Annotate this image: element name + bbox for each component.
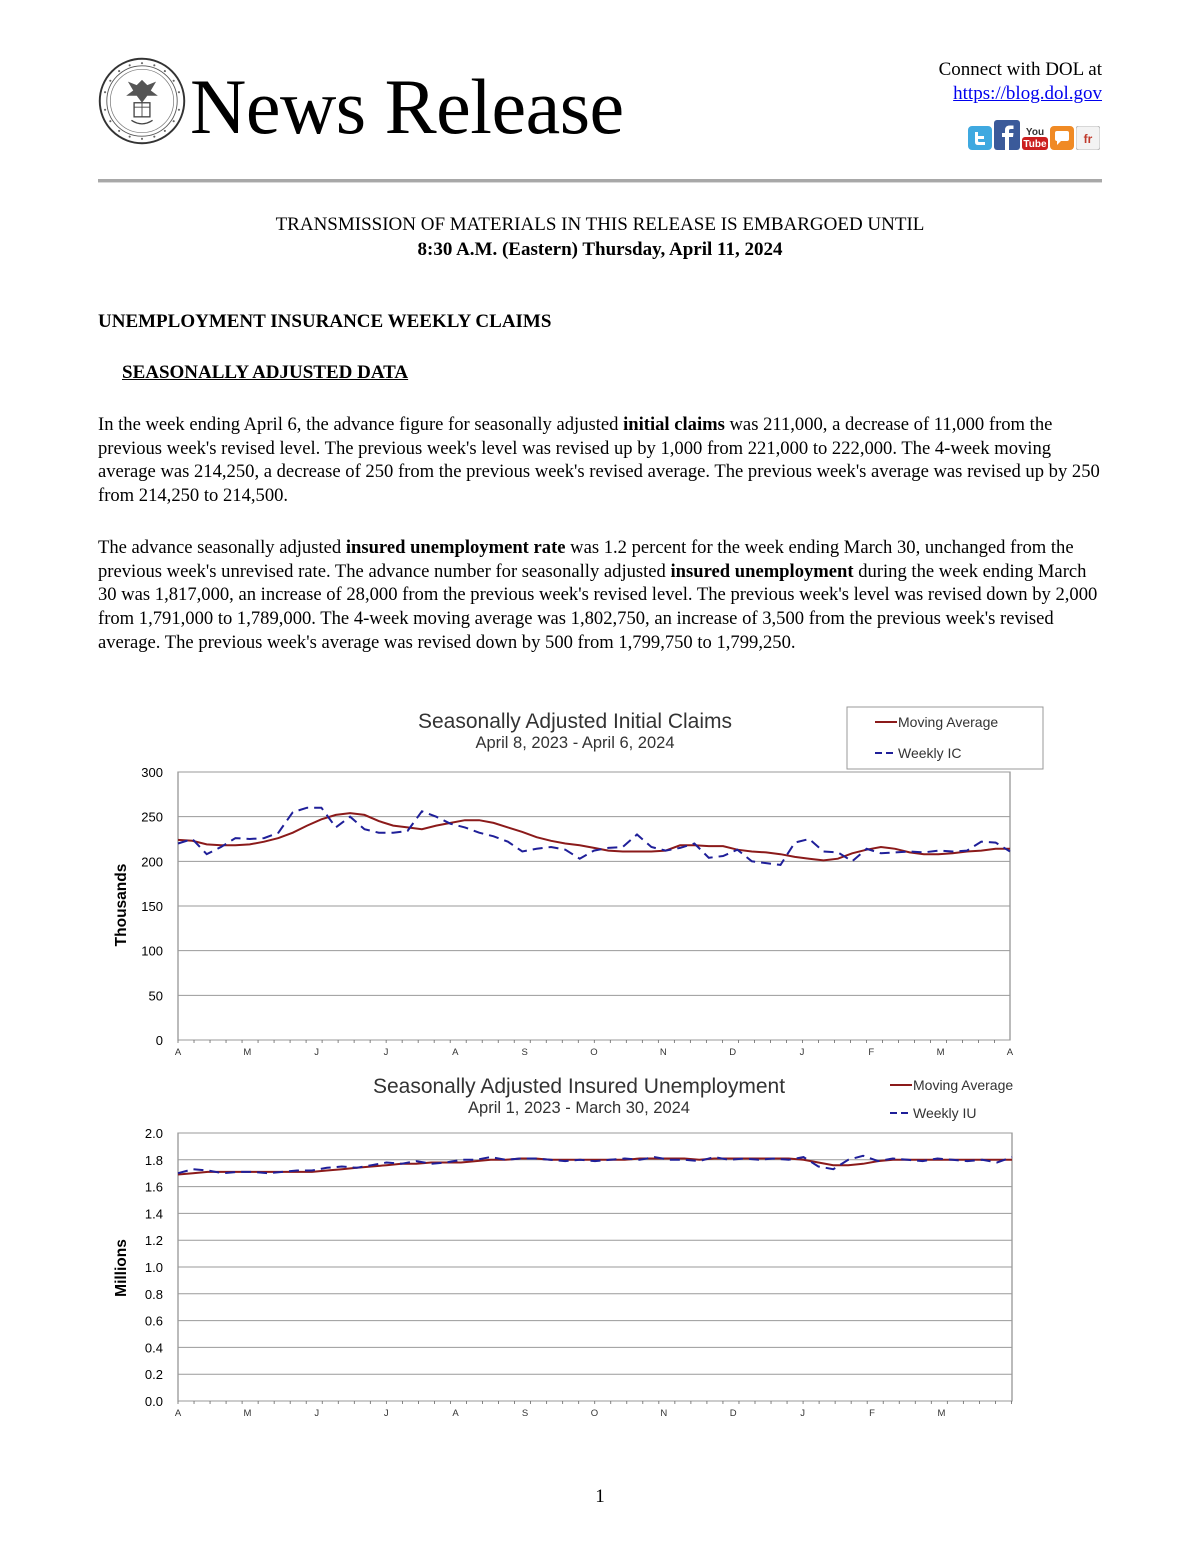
chart1-subtitle: April 8, 2023 - April 6, 2024 [475,734,675,752]
c1-ytick-label: 50 [148,988,163,1004]
c2-xtick-label: M [937,1408,946,1419]
c1-xtick-label: M [243,1047,252,1058]
c1-ytick-label: 200 [141,854,163,870]
c2-xtick-label: J [383,1408,389,1419]
chart1-title: Seasonally Adjusted Initial Claims [418,710,732,733]
c1-xtick-label: J [799,1047,805,1058]
c2-ytick-label: 1.6 [144,1179,163,1195]
para1-text-2: was 211,000, a decrease of 11,000 from the previous week's revised level. The previous week's level was revised up by 1,000 from 221,000 to 222,000. The 4-week moving average was 214,250, a decrease of 250 from the previous week's revised average. The previous week's average was revised up by 250 from 214,250 to 214,500. [98,414,1100,507]
dol-seal-logo [98,57,186,145]
c1-xtick-label: A [452,1047,459,1058]
c1-ytick-label: 100 [141,943,163,959]
c2-ytick-label: 0.4 [144,1340,163,1356]
blog-link[interactable]: https://blog.dol.gov [953,83,1102,104]
c2-ytick-label: 1.4 [144,1206,163,1222]
para1-text-1: In the week ending April 6, the advance figure for seasonally adjusted [98,414,624,435]
c1-ytick-label: 250 [141,809,163,825]
c1-xtick-label: A [174,1047,182,1058]
subsection-title: SEASONALLY ADJUSTED DATA [122,362,409,383]
c1-xtick-label: S [521,1047,528,1058]
c2-ytick-label: 0.8 [144,1286,163,1302]
para1-bold-1: initial claims [623,414,725,435]
c2-xtick-label: O [590,1408,599,1419]
c1-xtick-label: M [936,1047,945,1058]
c2-xtick-label: N [660,1408,668,1419]
c2-xtick-label: S [521,1408,529,1419]
c2-xtick-label: D [729,1408,737,1419]
initial-claims-chart-svg [100,700,1045,1062]
page-number: 1 [595,1486,605,1507]
c2-ytick-label: 2.0 [144,1126,163,1141]
twitter-icon[interactable] [968,126,992,150]
connect-with-dol [939,58,1102,106]
c2-ytick-label: 1.8 [144,1152,163,1168]
c2-xtick-label: J [314,1408,320,1419]
chart2-legend-weekly-label: Weekly IU [913,1105,977,1121]
c1-ytick-label: 0 [155,1033,163,1048]
c1-xtick-label: F [868,1047,875,1058]
c2-ytick-label: 0.2 [144,1367,163,1383]
chart1-legend-weekly-label: Weekly IC [898,745,962,761]
para2-bold-1: insured unemployment rate [345,537,566,558]
embargo-line-1: TRANSMISSION OF MATERIALS IN THIS RELEASE IS EMBARGOED UNTIL [275,214,925,235]
c2-xtick-label: A [174,1408,182,1419]
chart1-ylabel: Thousands [113,863,130,947]
c2-ytick-label: 1.2 [144,1233,163,1249]
insured-unemployment-chart [100,1068,1045,1424]
c1-xtick-label: O [590,1047,598,1058]
french-icon[interactable] [1076,126,1100,150]
c2-xtick-label: J [800,1408,805,1419]
c2-xtick-label: M [243,1408,252,1419]
embargo-notice [0,212,1200,262]
section-title: UNEMPLOYMENT INSURANCE WEEKLY CLAIMS [98,311,552,332]
para2-text-2: was 1.2 percent for the week ending March 30, unchanged from the previous week's unrevised rate. The advance number for seasonally adjusted [98,537,1074,582]
c2-ytick-label: 1.0 [144,1260,163,1275]
c1-xtick-label: A [1006,1047,1014,1058]
initial-claims-paragraph [98,413,1102,508]
youtube-text-1: You [1025,127,1045,138]
french-text: fr [1083,132,1093,146]
connect-text: Connect with DOL at [938,59,1102,80]
initial-claims-chart [100,700,1045,1062]
chart1-legend-ma-label: Moving Average [898,714,999,730]
para2-text-3: during the week ending March 30 was 1,817,000, an increase of 28,000 from the previous week's revised level. The previous week's level was revised down by 2,000 from 1,791,000 to 1,789,000. The 4-week moving average was 1,802,750, an increase of 3,500 from the previous week's revised average. The previous week's average was revised down by 500 from 1,799,750 to 1,799,250. [98,560,1098,653]
insured-unemployment-paragraph [98,536,1102,655]
chart2-legend-ma-label: Moving Average [913,1077,1014,1093]
youtube-text-2: Tube [1023,139,1047,150]
social-icons [968,118,1100,150]
blog-icon[interactable] [1050,126,1074,150]
c1-xtick-label: D [729,1047,737,1058]
insured-unemployment-chart-svg [100,1068,1045,1424]
c2-xtick-label: A [452,1408,459,1419]
c1-xtick-label: J [314,1047,320,1058]
c2-ytick-label: 0.6 [144,1313,163,1329]
c1-xtick-label: N [659,1047,667,1058]
c1-xtick-label: J [383,1047,389,1058]
chart2-subtitle: April 1, 2023 - March 30, 2024 [468,1099,690,1117]
c2-xtick-label: F [869,1408,875,1419]
c2-ytick-label: 0.0 [144,1394,163,1409]
c1-ytick-label: 150 [141,899,163,914]
youtube-icon[interactable] [1022,124,1048,150]
para2-bold-2: insured unemployment [670,560,854,582]
embargo-line-2: 8:30 A.M. (Eastern) Thursday, April 11, 2024 [417,239,783,260]
c1-ytick-label: 300 [141,765,163,780]
masthead-title: News Release [190,63,624,150]
para2-text-1: The advance seasonally adjusted [98,537,346,558]
header-divider [98,179,1102,183]
facebook-icon[interactable] [994,120,1020,150]
chart2-title: Seasonally Adjusted Insured Unemployment [372,1075,786,1098]
chart2-ylabel: Millions [113,1239,130,1297]
